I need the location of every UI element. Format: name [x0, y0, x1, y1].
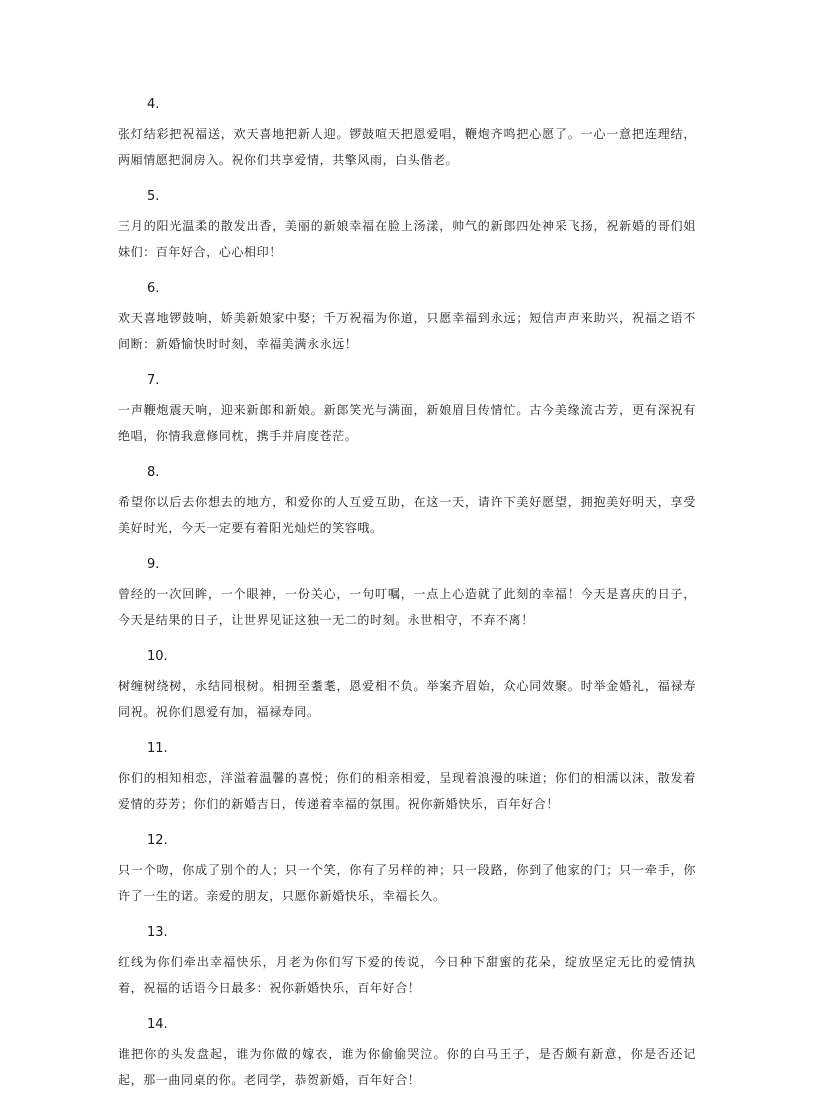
list-item: [118, 187, 696, 265]
item-text: 树缠树绕树，永结同根树。相拥至耋耄，恩爱相不负。举案齐眉始，众心同效聚。时举金婚礼，福禄寿同祝。祝你们恩爱有加，福禄寿同。: [118, 679, 696, 719]
item-text: 只一个吻，你成了别个的人；只一个笑，你有了另样的神；只一段路，你到了他家的门；只一牵手，你许了一生的诺。亲爱的朋友，只愿你新婚快乐，幸福长久。: [118, 863, 696, 903]
item-number: 4.: [147, 97, 160, 112]
list-item: [118, 647, 696, 725]
list-item: [118, 371, 696, 449]
item-text: 一声鞭炮震天响，迎来新郎和新娘。新郎笑光与满面，新娘眉目传情忙。古今美缘流古芳，更有深祝有绝唱，你情我意修同枕，携手并肩度苍茫。: [118, 403, 696, 443]
item-text: 三月的阳光温柔的散发出香，美丽的新娘幸福在脸上汤漾，帅气的新郎四处神采飞扬，祝新婚的哥们姐妹们：百年好合，心心相印！: [118, 219, 696, 259]
list-item: [118, 95, 696, 173]
list-item: [118, 1015, 696, 1093]
item-number: 6.: [147, 281, 160, 296]
document-body: [118, 95, 696, 1107]
list-item: [118, 739, 696, 817]
list-item: [118, 279, 696, 357]
item-text: 曾经的一次回眸，一个眼神，一份关心，一句叮嘱，一点上心造就了此刻的幸福！今天是喜庆的日子，今天是结果的日子，让世界见证这独一无二的时刻。永世相守，不弃不离！: [118, 587, 696, 627]
item-text: 张灯结彩把祝福送，欢天喜地把新人迎。锣鼓喧天把恩爱唱，鞭炮齐鸣把心愿了。一心一意把连理结，两厢情愿把洞房入。祝你们共享爱情，共擎风雨，白头偕老。: [118, 127, 696, 167]
item-number: 13.: [147, 925, 168, 940]
list-item: [118, 923, 696, 1001]
item-number: 7.: [147, 373, 160, 388]
item-number: 8.: [147, 465, 160, 480]
item-number: 5.: [147, 189, 160, 204]
list-item: [118, 463, 696, 541]
item-number: 14.: [147, 1017, 168, 1032]
item-number: 11.: [147, 741, 168, 756]
item-text: 你们的相知相恋，洋溢着温馨的喜悦；你们的相亲相爱，呈现着浪漫的味道；你们的相濡以沫，散发着爱情的芬芳；你们的新婚吉日，传递着幸福的氛围。祝你新婚快乐，百年好合！: [118, 771, 696, 811]
item-number: 9.: [147, 557, 160, 572]
item-text: 欢天喜地锣鼓响，娇美新娘家中娶；千万祝福为你道，只愿幸福到永远；短信声声来助兴，祝福之语不间断：新婚愉快时时刻，幸福美满永永远！: [118, 311, 696, 351]
item-text: 红线为你们牵出幸福快乐，月老为你们写下爱的传说，今日种下甜蜜的花朵，绽放坚定无比的爱情执着，祝福的话语今日最多：祝你新婚快乐，百年好合！: [118, 955, 696, 995]
item-number: 10.: [147, 649, 168, 664]
item-number: 12.: [147, 833, 168, 848]
list-item: [118, 555, 696, 633]
item-text: 谁把你的头发盘起，谁为你做的嫁衣，谁为你偷偷哭泣。你的白马王子，是否颇有新意，你是否还记起，那一曲同桌的你。老同学，恭贺新婚，百年好合！: [118, 1047, 696, 1087]
list-item: [118, 831, 696, 909]
item-text: 希望你以后去你想去的地方，和爱你的人互爱互助，在这一天，请许下美好愿望，拥抱美好明天，享受美好时光，今天一定要有着阳光灿烂的笑容哦。: [118, 495, 696, 535]
